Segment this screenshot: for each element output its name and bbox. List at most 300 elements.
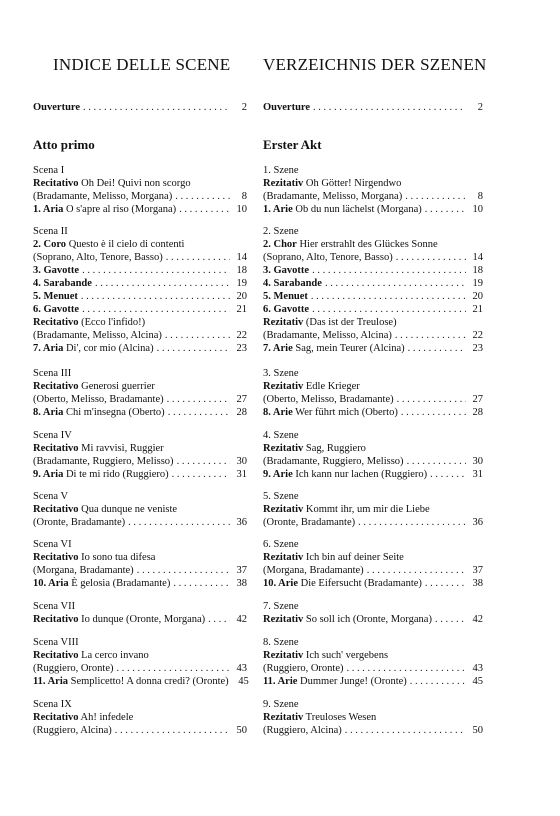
scene-title: Scena VIII bbox=[33, 637, 79, 648]
entry-title: (Oronte, Bradamante) bbox=[263, 517, 356, 528]
entry-title: Io dunque (Oronte, Morgana) bbox=[78, 614, 206, 625]
index-entry bbox=[33, 342, 247, 355]
scene-block bbox=[33, 164, 247, 216]
page-number: 36 bbox=[472, 517, 483, 528]
index-entry bbox=[263, 203, 483, 216]
index-entry bbox=[263, 190, 483, 203]
entry-number-type: Rezitativ bbox=[263, 178, 304, 189]
entry-text bbox=[33, 516, 125, 529]
dot-leader bbox=[83, 101, 230, 114]
index-entry bbox=[263, 455, 483, 468]
entry-text bbox=[33, 251, 163, 264]
dot-leader bbox=[128, 516, 230, 529]
entry-text bbox=[263, 455, 404, 468]
scene-block bbox=[263, 636, 483, 688]
index-entry bbox=[33, 564, 247, 577]
index-entry bbox=[33, 329, 247, 342]
entry-text bbox=[263, 711, 376, 724]
page-number: 50 bbox=[236, 725, 247, 736]
scene-title: 5. Szene bbox=[263, 491, 299, 502]
page-number: 28 bbox=[236, 407, 247, 418]
entry-text bbox=[33, 468, 169, 481]
dot-leader bbox=[179, 203, 230, 216]
scene-block bbox=[33, 490, 247, 529]
entry-title: Ah! infedele bbox=[78, 712, 134, 723]
index-entry bbox=[263, 238, 483, 251]
page-number: 21 bbox=[236, 304, 247, 315]
entry-title: Questo è il cielo di contenti bbox=[66, 239, 185, 250]
entry-title: (Ecco l'infido!) bbox=[78, 317, 146, 328]
entry-text bbox=[263, 406, 398, 419]
page-number: 23 bbox=[472, 343, 483, 354]
entry-number-type: Rezitativ bbox=[263, 504, 304, 515]
scene-title: 1. Szene bbox=[263, 165, 299, 176]
dot-leader bbox=[401, 406, 466, 419]
entry-title: Sag, mein Teurer (Alcina) bbox=[292, 343, 405, 354]
dot-leader bbox=[367, 564, 466, 577]
entry-text bbox=[33, 613, 205, 626]
entry-number-type: 9. Aria bbox=[33, 469, 64, 480]
entry-text bbox=[263, 190, 402, 203]
entry-number-type: 2. Chor bbox=[263, 239, 297, 250]
page-number: 42 bbox=[236, 614, 247, 625]
entry-number-type: 8. Arie bbox=[263, 407, 293, 418]
entry-text bbox=[33, 190, 172, 203]
entry-title: Wer führt mich (Oberto) bbox=[292, 407, 398, 418]
page-number: 28 bbox=[472, 407, 483, 418]
entry-number-type: 6. Gavotte bbox=[263, 304, 310, 315]
entry-number-type: 9. Arie bbox=[263, 469, 293, 480]
scene-block bbox=[263, 490, 483, 529]
index-entry bbox=[33, 442, 247, 455]
dot-leader bbox=[137, 564, 230, 577]
page-number: 19 bbox=[472, 278, 483, 289]
index-entry bbox=[263, 442, 483, 455]
index-entry bbox=[33, 455, 247, 468]
entry-number-type: 3. Gavotte bbox=[263, 265, 310, 276]
dot-leader bbox=[396, 251, 466, 264]
entry-title: Ich such' vergebens bbox=[303, 650, 389, 661]
entry-number-type: Rezitativ bbox=[263, 443, 304, 454]
entry-text bbox=[33, 724, 112, 737]
entry-text bbox=[33, 316, 145, 329]
entry-text bbox=[263, 264, 309, 277]
entry-title: (Bradamante, Melisso, Alcina) bbox=[263, 330, 392, 341]
index-entry bbox=[33, 724, 247, 737]
index-entry bbox=[33, 613, 247, 626]
entry-number-type: 3. Gavotte bbox=[33, 265, 80, 276]
entry-title: (Bradamante, Melisso, Alcina) bbox=[33, 330, 162, 341]
dot-leader bbox=[175, 190, 230, 203]
dot-leader bbox=[435, 613, 466, 626]
scene-block bbox=[263, 538, 483, 590]
entry-title: (Bradamante, Melisso, Morgana) bbox=[263, 191, 403, 202]
dot-leader bbox=[408, 342, 466, 355]
entry-text bbox=[263, 724, 342, 737]
dot-leader bbox=[325, 277, 466, 290]
entry-text bbox=[33, 503, 177, 516]
dot-leader bbox=[166, 251, 230, 264]
scene-block bbox=[263, 164, 483, 216]
scene-block bbox=[263, 225, 483, 355]
dot-leader bbox=[410, 675, 466, 688]
page-number: 10 bbox=[472, 204, 483, 215]
overture-entry bbox=[33, 101, 247, 114]
entry-text bbox=[263, 329, 392, 342]
dot-leader bbox=[312, 264, 466, 277]
page-number: 45 bbox=[472, 676, 483, 687]
entry-text bbox=[33, 393, 164, 406]
page-number: 30 bbox=[236, 456, 247, 467]
entry-text bbox=[33, 238, 184, 251]
entry-title: Die Eifersucht (Bradamante) bbox=[298, 578, 422, 589]
index-entry bbox=[33, 675, 247, 688]
page-number: 14 bbox=[236, 252, 247, 263]
index-entry bbox=[263, 516, 483, 529]
entry-number-type: Recitativo bbox=[33, 381, 79, 392]
scene-block bbox=[33, 429, 247, 481]
entry-number-type: 10. Arie bbox=[263, 578, 298, 589]
page-number: 31 bbox=[472, 469, 483, 480]
scene-title: Scena II bbox=[33, 226, 68, 237]
scene-title: Scena V bbox=[33, 491, 69, 502]
entry-title: Oh Götter! Nirgendwo bbox=[303, 178, 402, 189]
entry-title: Ich kann nur lachen (Ruggiero) bbox=[292, 469, 428, 480]
index-column-german bbox=[263, 0, 487, 736]
dot-leader bbox=[312, 303, 466, 316]
entry-number-type: Rezitativ bbox=[263, 712, 304, 723]
entry-text bbox=[263, 613, 432, 626]
entry-text bbox=[263, 393, 394, 406]
scene-block bbox=[33, 698, 247, 737]
page-number: 27 bbox=[236, 394, 247, 405]
scene-title: 2. Szene bbox=[263, 226, 299, 237]
page-number: 2 bbox=[241, 102, 247, 113]
index-entry bbox=[263, 662, 483, 675]
entry-number-type: 1. Arie bbox=[263, 204, 293, 215]
page-number: 14 bbox=[472, 252, 483, 263]
entry-title: (Morgana, Bradamante) bbox=[263, 565, 364, 576]
dot-leader bbox=[82, 264, 230, 277]
index-entry bbox=[263, 342, 483, 355]
scene-title: Scena IX bbox=[33, 699, 72, 710]
dot-leader bbox=[405, 190, 466, 203]
entry-title: È gelosia (Bradamante) bbox=[68, 578, 171, 589]
entry-text bbox=[33, 290, 78, 303]
entry-title: So soll ich (Oronte, Morgana) bbox=[303, 614, 432, 625]
page-number: 23 bbox=[236, 343, 247, 354]
page-number: 43 bbox=[472, 663, 483, 674]
entry-text bbox=[263, 290, 308, 303]
dot-leader bbox=[157, 342, 230, 355]
entry-number-type: Rezitativ bbox=[263, 552, 304, 563]
scene-title: Scena IV bbox=[33, 430, 72, 441]
index-entry bbox=[263, 564, 483, 577]
scene-title: 8. Szene bbox=[263, 637, 299, 648]
dot-leader bbox=[425, 203, 466, 216]
index-entry bbox=[263, 303, 483, 316]
entry-number-type: Rezitativ bbox=[263, 381, 304, 392]
entry-text bbox=[33, 342, 154, 355]
entry-text bbox=[263, 503, 430, 516]
page-number: 42 bbox=[472, 614, 483, 625]
page-number: 21 bbox=[472, 304, 483, 315]
entry-number-type: Recitativo bbox=[33, 552, 79, 563]
index-entry bbox=[33, 290, 247, 303]
index-entry bbox=[263, 675, 483, 688]
index-entry bbox=[33, 503, 247, 516]
overture-label: Ouverture bbox=[33, 102, 81, 113]
entry-text bbox=[263, 277, 322, 290]
page-number: 37 bbox=[236, 565, 247, 576]
scene-block bbox=[263, 367, 483, 419]
page-number: 18 bbox=[236, 265, 247, 276]
entry-title: (Bradamante, Ruggiero, Melisso) bbox=[263, 456, 404, 467]
entry-title: Sag, Ruggiero bbox=[303, 443, 366, 454]
index-entry bbox=[33, 264, 247, 277]
dot-leader bbox=[82, 303, 230, 316]
entry-text bbox=[33, 577, 170, 590]
entry-text bbox=[263, 316, 397, 329]
entry-title: Generosi guerrier bbox=[78, 381, 155, 392]
entry-text bbox=[263, 442, 366, 455]
overture-entry bbox=[263, 101, 483, 114]
entry-title: (Bradamante, Melisso, Morgana) bbox=[33, 191, 173, 202]
index-entry bbox=[33, 251, 247, 264]
entry-text bbox=[33, 551, 155, 564]
entry-text bbox=[33, 303, 79, 316]
index-column-italian bbox=[33, 0, 249, 736]
dot-leader bbox=[116, 662, 230, 675]
index-entry bbox=[33, 711, 247, 724]
dot-leader bbox=[313, 101, 466, 114]
scene-title: Scena VI bbox=[33, 539, 72, 550]
entry-title: (Bradamante, Ruggiero, Melisso) bbox=[33, 456, 174, 467]
scene-title: 9. Szene bbox=[263, 699, 299, 710]
index-entry bbox=[263, 316, 483, 329]
entry-text bbox=[263, 303, 309, 316]
scene-block bbox=[33, 367, 247, 419]
entry-title: (Ruggiero, Alcina) bbox=[263, 725, 342, 736]
page-number: 36 bbox=[236, 517, 247, 528]
entry-number-type: Rezitativ bbox=[263, 317, 304, 328]
entry-number-type: 11. Arie bbox=[263, 676, 298, 687]
page-number: 8 bbox=[241, 191, 247, 202]
page-number: 30 bbox=[472, 456, 483, 467]
entry-number-type: 2. Coro bbox=[33, 239, 67, 250]
dot-leader bbox=[346, 662, 466, 675]
entry-number-type: 5. Menuet bbox=[263, 291, 308, 302]
entry-title: Oh Dei! Quivi non scorgo bbox=[78, 178, 191, 189]
dot-leader bbox=[425, 577, 466, 590]
page-number: 37 bbox=[472, 565, 483, 576]
entry-title: Edle Krieger bbox=[303, 381, 360, 392]
entry-number-type: Recitativo bbox=[33, 178, 79, 189]
index-entry bbox=[33, 406, 247, 419]
dot-leader bbox=[407, 455, 466, 468]
dot-leader bbox=[358, 516, 466, 529]
dot-leader bbox=[311, 290, 466, 303]
page-number: 8 bbox=[477, 191, 483, 202]
index-entry bbox=[33, 468, 247, 481]
entry-number-type: 7. Arie bbox=[263, 343, 293, 354]
entry-title: (Das ist der Treulose) bbox=[303, 317, 397, 328]
entry-text bbox=[263, 516, 355, 529]
entry-title: Mi ravvisi, Ruggier bbox=[78, 443, 164, 454]
dot-leader bbox=[177, 455, 230, 468]
entry-title: Io sono tua difesa bbox=[78, 552, 156, 563]
entry-text bbox=[33, 649, 149, 662]
index-entry bbox=[263, 724, 483, 737]
dot-leader bbox=[173, 577, 230, 590]
entry-text bbox=[263, 380, 360, 393]
page-number: 27 bbox=[472, 394, 483, 405]
entry-number-type: Recitativo bbox=[33, 712, 79, 723]
entry-title: (Ruggiero, Alcina) bbox=[33, 725, 112, 736]
index-entry bbox=[263, 177, 483, 190]
entry-title: (Soprano, Alto, Tenore, Basso) bbox=[33, 252, 163, 263]
entry-text bbox=[263, 662, 343, 675]
entry-text bbox=[33, 177, 191, 190]
scene-block bbox=[33, 636, 247, 688]
page-number: 20 bbox=[472, 291, 483, 302]
page-number: 50 bbox=[472, 725, 483, 736]
index-entry bbox=[33, 516, 247, 529]
entry-number-type: Recitativo bbox=[33, 443, 79, 454]
page-number: 38 bbox=[236, 578, 247, 589]
scene-title: Scena VII bbox=[33, 601, 76, 612]
index-entry bbox=[263, 380, 483, 393]
entry-title: Treuloses Wesen bbox=[303, 712, 377, 723]
scene-title: Scena III bbox=[33, 368, 72, 379]
entry-text bbox=[263, 251, 393, 264]
dot-leader bbox=[208, 613, 230, 626]
index-entry bbox=[263, 406, 483, 419]
entry-title: Hier erstrahlt des Glückes Sonne bbox=[296, 239, 438, 250]
scene-block bbox=[263, 698, 483, 737]
dot-leader bbox=[167, 393, 230, 406]
index-entry bbox=[33, 662, 247, 675]
index-entry bbox=[263, 577, 483, 590]
entry-title: La cerco invano bbox=[78, 650, 149, 661]
entry-number-type: 1. Aria bbox=[33, 204, 64, 215]
index-entry bbox=[263, 277, 483, 290]
index-entry bbox=[33, 649, 247, 662]
dot-leader bbox=[95, 277, 230, 290]
index-entry bbox=[33, 303, 247, 316]
page-number: 18 bbox=[472, 265, 483, 276]
entry-title: Ob du nun lächelst (Morgana) bbox=[292, 204, 422, 215]
entry-number-type: 4. Sarabande bbox=[33, 278, 92, 289]
entry-number-type: 5. Menuet bbox=[33, 291, 78, 302]
scene-block bbox=[263, 429, 483, 481]
entry-number-type: 4. Sarabande bbox=[263, 278, 322, 289]
index-entry bbox=[263, 393, 483, 406]
index-entry bbox=[33, 203, 247, 216]
entry-text bbox=[33, 264, 79, 277]
entry-number-type: Recitativo bbox=[33, 504, 79, 515]
index-entry bbox=[263, 649, 483, 662]
entry-title: Qua dunque ne veniste bbox=[78, 504, 178, 515]
entry-number-type: Recitativo bbox=[33, 650, 79, 661]
page-number: 43 bbox=[236, 663, 247, 674]
entry-title: Di', cor mio (Alcina) bbox=[63, 343, 154, 354]
dot-leader bbox=[430, 468, 466, 481]
entry-text bbox=[33, 711, 133, 724]
entry-text bbox=[33, 455, 174, 468]
entry-number-type: Recitativo bbox=[33, 317, 79, 328]
entry-text bbox=[33, 564, 134, 577]
entry-text bbox=[263, 177, 401, 190]
entry-title: (Oronte, Bradamante) bbox=[33, 517, 126, 528]
page-number: 31 bbox=[236, 469, 247, 480]
dot-leader bbox=[165, 329, 230, 342]
entry-text bbox=[263, 675, 407, 688]
entry-number-type: Rezitativ bbox=[263, 614, 304, 625]
entry-title: Chi m'insegna (Oberto) bbox=[63, 407, 165, 418]
index-entry bbox=[33, 177, 247, 190]
entry-text bbox=[263, 649, 388, 662]
entry-title: Ich bin auf deiner Seite bbox=[303, 552, 404, 563]
index-entry bbox=[33, 380, 247, 393]
index-entry bbox=[33, 238, 247, 251]
index-entry bbox=[33, 577, 247, 590]
scene-title: 6. Szene bbox=[263, 539, 299, 550]
index-entry bbox=[33, 393, 247, 406]
index-entry bbox=[263, 264, 483, 277]
index-entry bbox=[263, 613, 483, 626]
entry-title: (Ruggiero, Oronte) bbox=[263, 663, 344, 674]
overture-label: Ouverture bbox=[263, 102, 311, 113]
index-entry bbox=[33, 316, 247, 329]
entry-text bbox=[33, 277, 92, 290]
entry-title: O s'apre al riso (Morgana) bbox=[63, 204, 177, 215]
entry-text bbox=[33, 442, 164, 455]
dot-leader bbox=[81, 290, 230, 303]
entry-text bbox=[263, 577, 422, 590]
entry-number-type: Rezitativ bbox=[263, 650, 304, 661]
index-entry bbox=[263, 551, 483, 564]
column-heading: VERZEICHNIS DER SZENEN bbox=[263, 55, 487, 74]
dot-leader bbox=[172, 468, 230, 481]
index-entry bbox=[33, 190, 247, 203]
page-number: 38 bbox=[472, 578, 483, 589]
page-number: 19 bbox=[236, 278, 247, 289]
page-number: 22 bbox=[472, 330, 483, 341]
dot-leader bbox=[115, 724, 230, 737]
entry-text bbox=[33, 662, 113, 675]
entry-title: (Ruggiero, Oronte) bbox=[33, 663, 114, 674]
entry-title: Semplicetto! A donna credi? (Oronte) bbox=[68, 676, 229, 687]
index-entry bbox=[263, 329, 483, 342]
entry-text bbox=[263, 342, 405, 355]
index-entry bbox=[33, 277, 247, 290]
entry-title: Kommt ihr, um mir die Liebe bbox=[303, 504, 430, 515]
entry-text bbox=[263, 564, 364, 577]
scene-title: 3. Szene bbox=[263, 368, 299, 379]
scene-block bbox=[33, 225, 247, 355]
entry-text bbox=[33, 406, 165, 419]
index-entry bbox=[263, 503, 483, 516]
entry-title: Dummer Junge! (Oronte) bbox=[297, 676, 407, 687]
entry-number-type: 7. Aria bbox=[33, 343, 64, 354]
dot-leader bbox=[395, 329, 466, 342]
entry-text bbox=[33, 380, 155, 393]
index-entry bbox=[263, 251, 483, 264]
entry-number-type: 11. Aria bbox=[33, 676, 69, 687]
page-number: 22 bbox=[236, 330, 247, 341]
scene-block bbox=[33, 538, 247, 590]
